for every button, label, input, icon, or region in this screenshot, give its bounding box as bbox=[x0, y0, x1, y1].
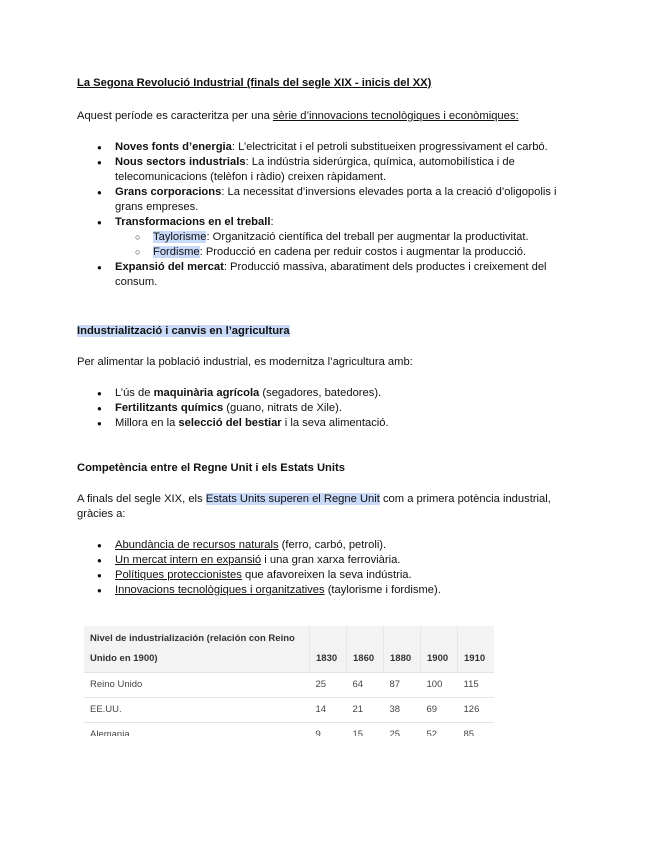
list-item bbox=[77, 568, 582, 583]
intro-paragraph bbox=[77, 109, 582, 124]
value-cell: 126 bbox=[458, 698, 495, 723]
table-header-label: Nivel de industrialización (relación con Reino Unido en 1900) bbox=[84, 626, 310, 673]
feature-text: : La indústria siderúrgica, química, automobilística i de telecomunicacions (telèfon i ràdio) creixen ràpidament. bbox=[115, 156, 515, 183]
sub-term: Taylorisme bbox=[153, 231, 207, 243]
item-pre: L’ús de bbox=[115, 387, 154, 399]
country-cell: EE.UU. bbox=[84, 698, 310, 723]
comp-post: com a primera potència industrial, gràcies a: bbox=[77, 493, 551, 520]
item-link: Abundància de recursos naturals bbox=[115, 539, 279, 551]
agri-list bbox=[77, 386, 582, 431]
value-cell: 14 bbox=[310, 698, 347, 723]
item-post: que afavoreixen la seva indústria. bbox=[241, 569, 412, 581]
sublist-item bbox=[77, 245, 582, 260]
year-header: 1860 bbox=[347, 626, 384, 673]
work-sublist bbox=[115, 230, 582, 260]
sub-term: Fordisme bbox=[153, 246, 200, 258]
value-cell: 115 bbox=[458, 673, 495, 698]
list-item bbox=[77, 215, 582, 260]
value-cell: 15 bbox=[347, 723, 384, 737]
value-cell: 25 bbox=[310, 673, 347, 698]
table-row bbox=[84, 698, 494, 723]
intro-text: Aquest període es caracteritza per una bbox=[77, 110, 273, 122]
list-item bbox=[77, 185, 582, 215]
feature-term: Noves fonts d’energia bbox=[115, 141, 232, 153]
item-post: (ferro, carbó, petroli). bbox=[278, 539, 387, 551]
feature-term: Nous sectors industrials bbox=[115, 156, 246, 168]
value-cell: 87 bbox=[384, 673, 421, 698]
year-header: 1880 bbox=[384, 626, 421, 673]
page-title: La Segona Revolució Industrial (finals del segle XIX - inicis del XX) bbox=[77, 77, 432, 89]
item-bold: Fertilitzants químics bbox=[115, 402, 224, 414]
item-bold: maquinària agrícola bbox=[153, 387, 260, 399]
value-cell: 38 bbox=[384, 698, 421, 723]
industrialization-table-image bbox=[84, 626, 494, 736]
list-item bbox=[77, 553, 582, 568]
item-post: (guano, nitrats de Xile). bbox=[223, 402, 342, 414]
value-cell: 52 bbox=[421, 723, 458, 737]
list-item bbox=[77, 538, 582, 553]
comp-paragraph bbox=[77, 492, 582, 522]
list-item bbox=[77, 155, 582, 185]
value-cell: 64 bbox=[347, 673, 384, 698]
item-post: (taylorisme i fordisme). bbox=[324, 584, 441, 596]
industrialization-table bbox=[84, 626, 494, 736]
item-bold: selecció del bestiar bbox=[178, 417, 282, 429]
comp-highlight: Estats Units superen el Regne Unit bbox=[205, 493, 380, 505]
value-cell: 69 bbox=[421, 698, 458, 723]
list-item bbox=[77, 416, 582, 431]
document-page bbox=[77, 76, 582, 598]
item-post: i una gran xarxa ferroviària. bbox=[261, 554, 401, 566]
sub-text: : Organització científica del treball per augmentar la productivitat. bbox=[206, 231, 529, 243]
feature-term: Grans corporacions bbox=[115, 186, 222, 198]
item-post: (segadores, batedores). bbox=[259, 387, 382, 399]
item-pre: Millora en la bbox=[115, 417, 179, 429]
table-header-row bbox=[84, 626, 494, 673]
feature-term: Transformacions en el treball bbox=[115, 216, 271, 228]
value-cell: 25 bbox=[384, 723, 421, 737]
value-cell: 100 bbox=[421, 673, 458, 698]
feature-text: : Producció massiva, abaratiment dels productes i creixement del consum. bbox=[115, 261, 547, 288]
year-header: 1900 bbox=[421, 626, 458, 673]
table-row bbox=[84, 673, 494, 698]
agri-intro: Per alimentar la població industrial, es modernitza l’agricultura amb: bbox=[77, 356, 413, 368]
year-header: 1910 bbox=[458, 626, 495, 673]
item-link: Un mercat intern en expansió bbox=[115, 554, 262, 566]
item-post: i la seva alimentació. bbox=[281, 417, 389, 429]
comp-list bbox=[77, 538, 582, 598]
feature-text: : La necessitat d’inversions elevades porta a la creació d’oligopolis i grans empreses. bbox=[115, 186, 557, 213]
value-cell: 85 bbox=[458, 723, 495, 737]
year-header: 1830 bbox=[310, 626, 347, 673]
list-item bbox=[77, 583, 582, 598]
features-list bbox=[77, 140, 582, 290]
value-cell: 21 bbox=[347, 698, 384, 723]
agri-heading bbox=[77, 324, 582, 339]
comp-pre: A finals del segle XIX, els bbox=[77, 493, 206, 505]
list-item bbox=[77, 140, 582, 155]
sub-text: : Producció en cadena per reduir costos i augmentar la producció. bbox=[199, 246, 527, 258]
sublist-item bbox=[77, 230, 582, 245]
feature-term: Expansió del mercat bbox=[115, 261, 224, 273]
agri-heading-text: Industrialització i canvis en l’agricultura bbox=[77, 325, 290, 337]
list-item bbox=[77, 401, 582, 416]
value-cell: 9 bbox=[310, 723, 347, 737]
intro-link: sèrie d’innovacions tecnològiques i econòmiques: bbox=[272, 110, 519, 122]
list-item bbox=[77, 386, 582, 401]
item-link: Polítiques proteccionistes bbox=[115, 569, 242, 581]
country-cell: Alemania bbox=[84, 723, 310, 737]
feature-text: : bbox=[270, 216, 274, 228]
country-cell: Reino Unido bbox=[84, 673, 310, 698]
comp-heading: Competència entre el Regne Unit i els Estats Units bbox=[77, 462, 345, 474]
item-link: Innovacions tecnològiques i organitzatives bbox=[115, 584, 325, 596]
feature-text: : L’electricitat i el petroli substitueixen progressivament el carbó. bbox=[231, 141, 548, 153]
table-row bbox=[84, 723, 494, 737]
list-item bbox=[77, 260, 582, 290]
